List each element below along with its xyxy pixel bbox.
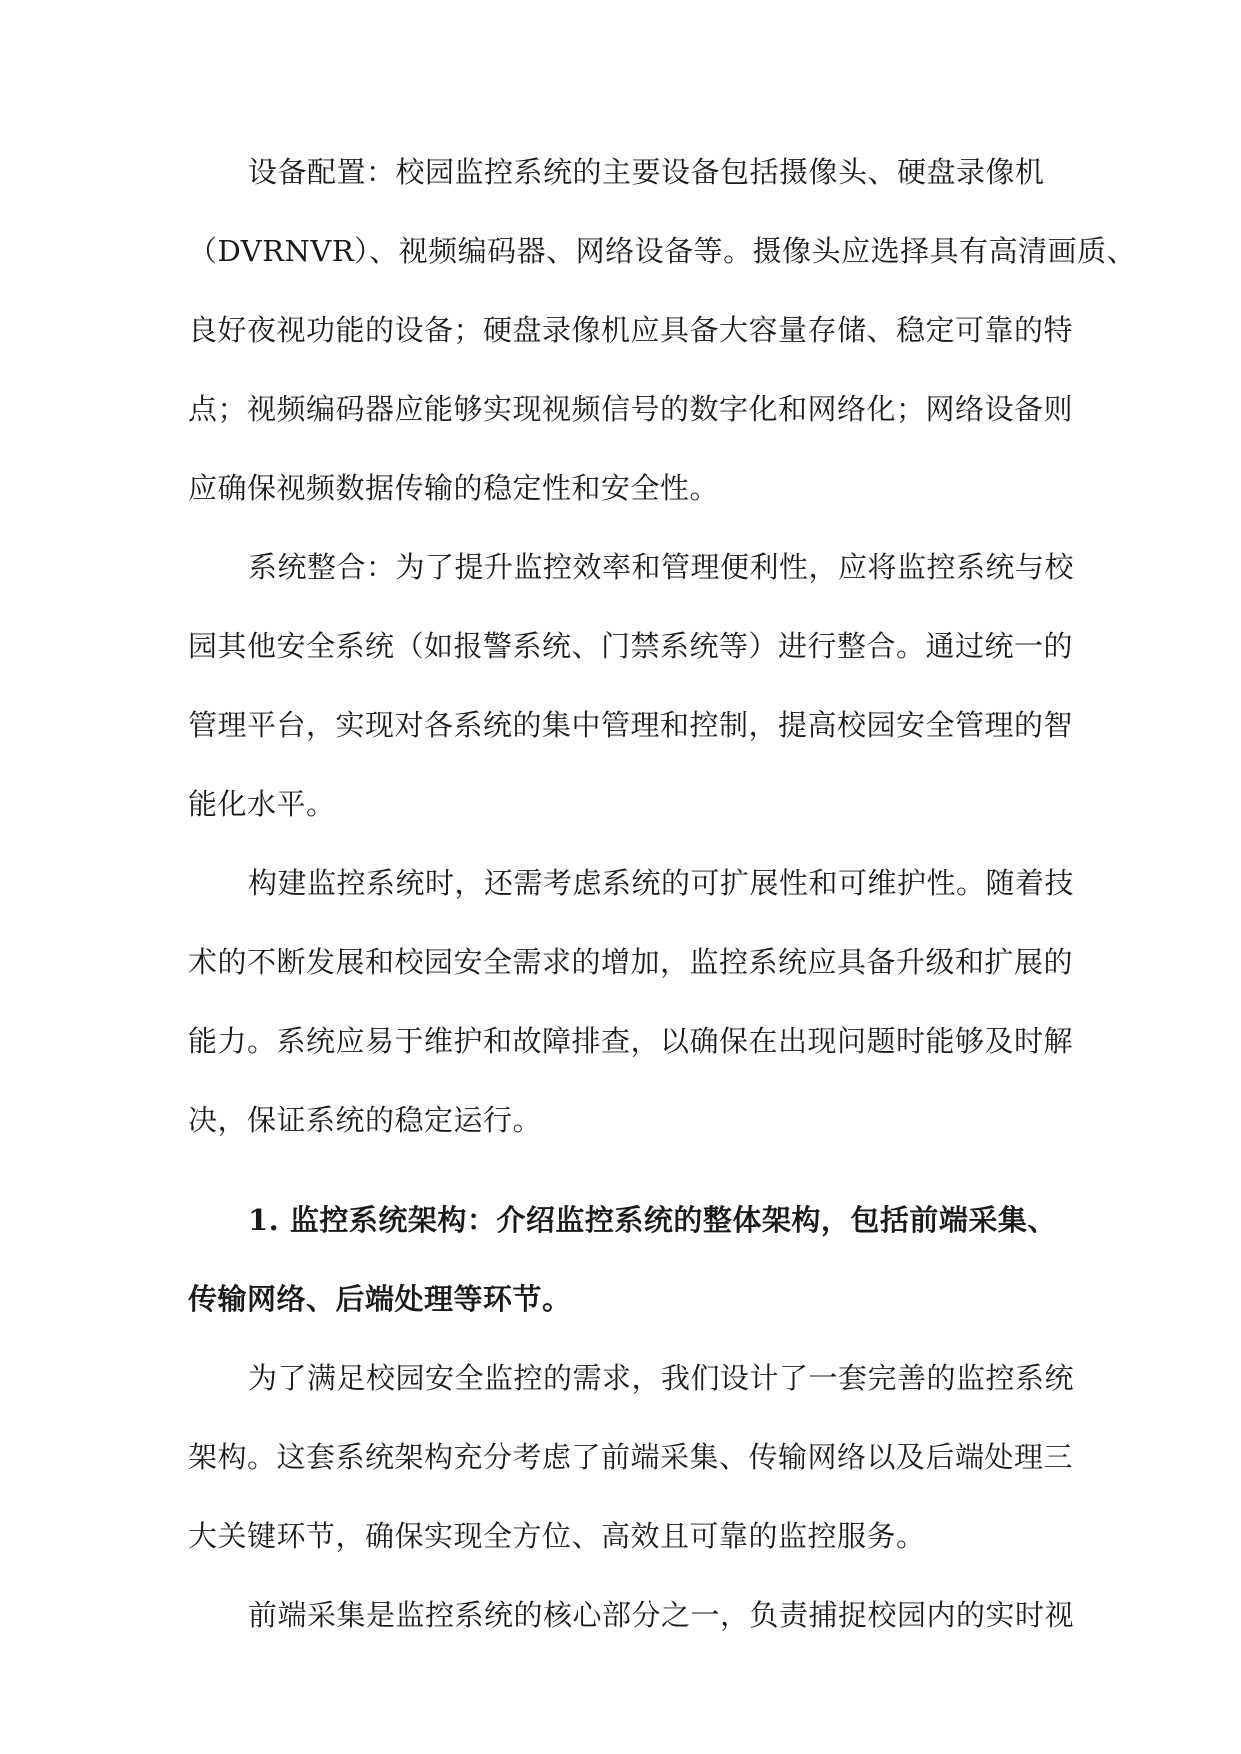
paragraph-line: 良好夜视功能的设备；硬盘录像机应具备大容量存储、稳定可靠的特 xyxy=(188,313,1074,347)
paragraph-line: 为了满足校园安全监控的需求，我们设计了一套完善的监控系统 xyxy=(248,1361,1075,1395)
paragraph-line: 构建监控系统时，还需考虑系统的可扩展性和可维护性。随着技 xyxy=(248,866,1075,900)
paragraph-line: 系统整合：为了提升监控效率和管理便利性，应将监控系统与校 xyxy=(248,550,1075,584)
paragraph-line: 设备配置：校园监控系统的主要设备包括摄像头、硬盘录像机 xyxy=(248,155,1045,189)
paragraph-line: （DVRNVR）、视频编码器、网络设备等。摄像头应选择具有高清画质、 xyxy=(188,234,1137,268)
paragraph-line: 前端采集是监控系统的核心部分之一，负责捕捉校园内的实时视 xyxy=(248,1598,1075,1632)
paragraph-line: 点；视频编码器应能够实现视频信号的数字化和网络化；网络设备则 xyxy=(188,392,1074,426)
paragraph-line: 决，保证系统的稳定运行。 xyxy=(188,1103,543,1137)
paragraph-line: 能力。系统应易于维护和故障排查，以确保在出现问题时能够及时解 xyxy=(188,1024,1074,1058)
paragraph-line: 能化水平。 xyxy=(188,787,336,821)
section-heading: 1. 监控系统架构：介绍监控系统的整体架构，包括前端采集、 xyxy=(248,1203,1057,1237)
paragraph-line: 术的不断发展和校园安全需求的增加，监控系统应具备升级和扩展的 xyxy=(188,945,1074,979)
paragraph-line: 大关键环节，确保实现全方位、高效且可靠的监控服务。 xyxy=(188,1519,926,1553)
paragraph-line: 架构。这套系统架构充分考虑了前端采集、传输网络以及后端处理三 xyxy=(188,1440,1074,1474)
section-heading: 传输网络、后端处理等环节。 xyxy=(188,1282,572,1316)
paragraph-line: 园其他安全系统（如报警系统、门禁系统等）进行整合。通过统一的 xyxy=(188,629,1074,663)
paragraph-line: 应确保视频数据传输的稳定性和安全性。 xyxy=(188,471,720,505)
paragraph-line: 管理平台，实现对各系统的集中管理和控制，提高校园安全管理的智 xyxy=(188,708,1074,742)
